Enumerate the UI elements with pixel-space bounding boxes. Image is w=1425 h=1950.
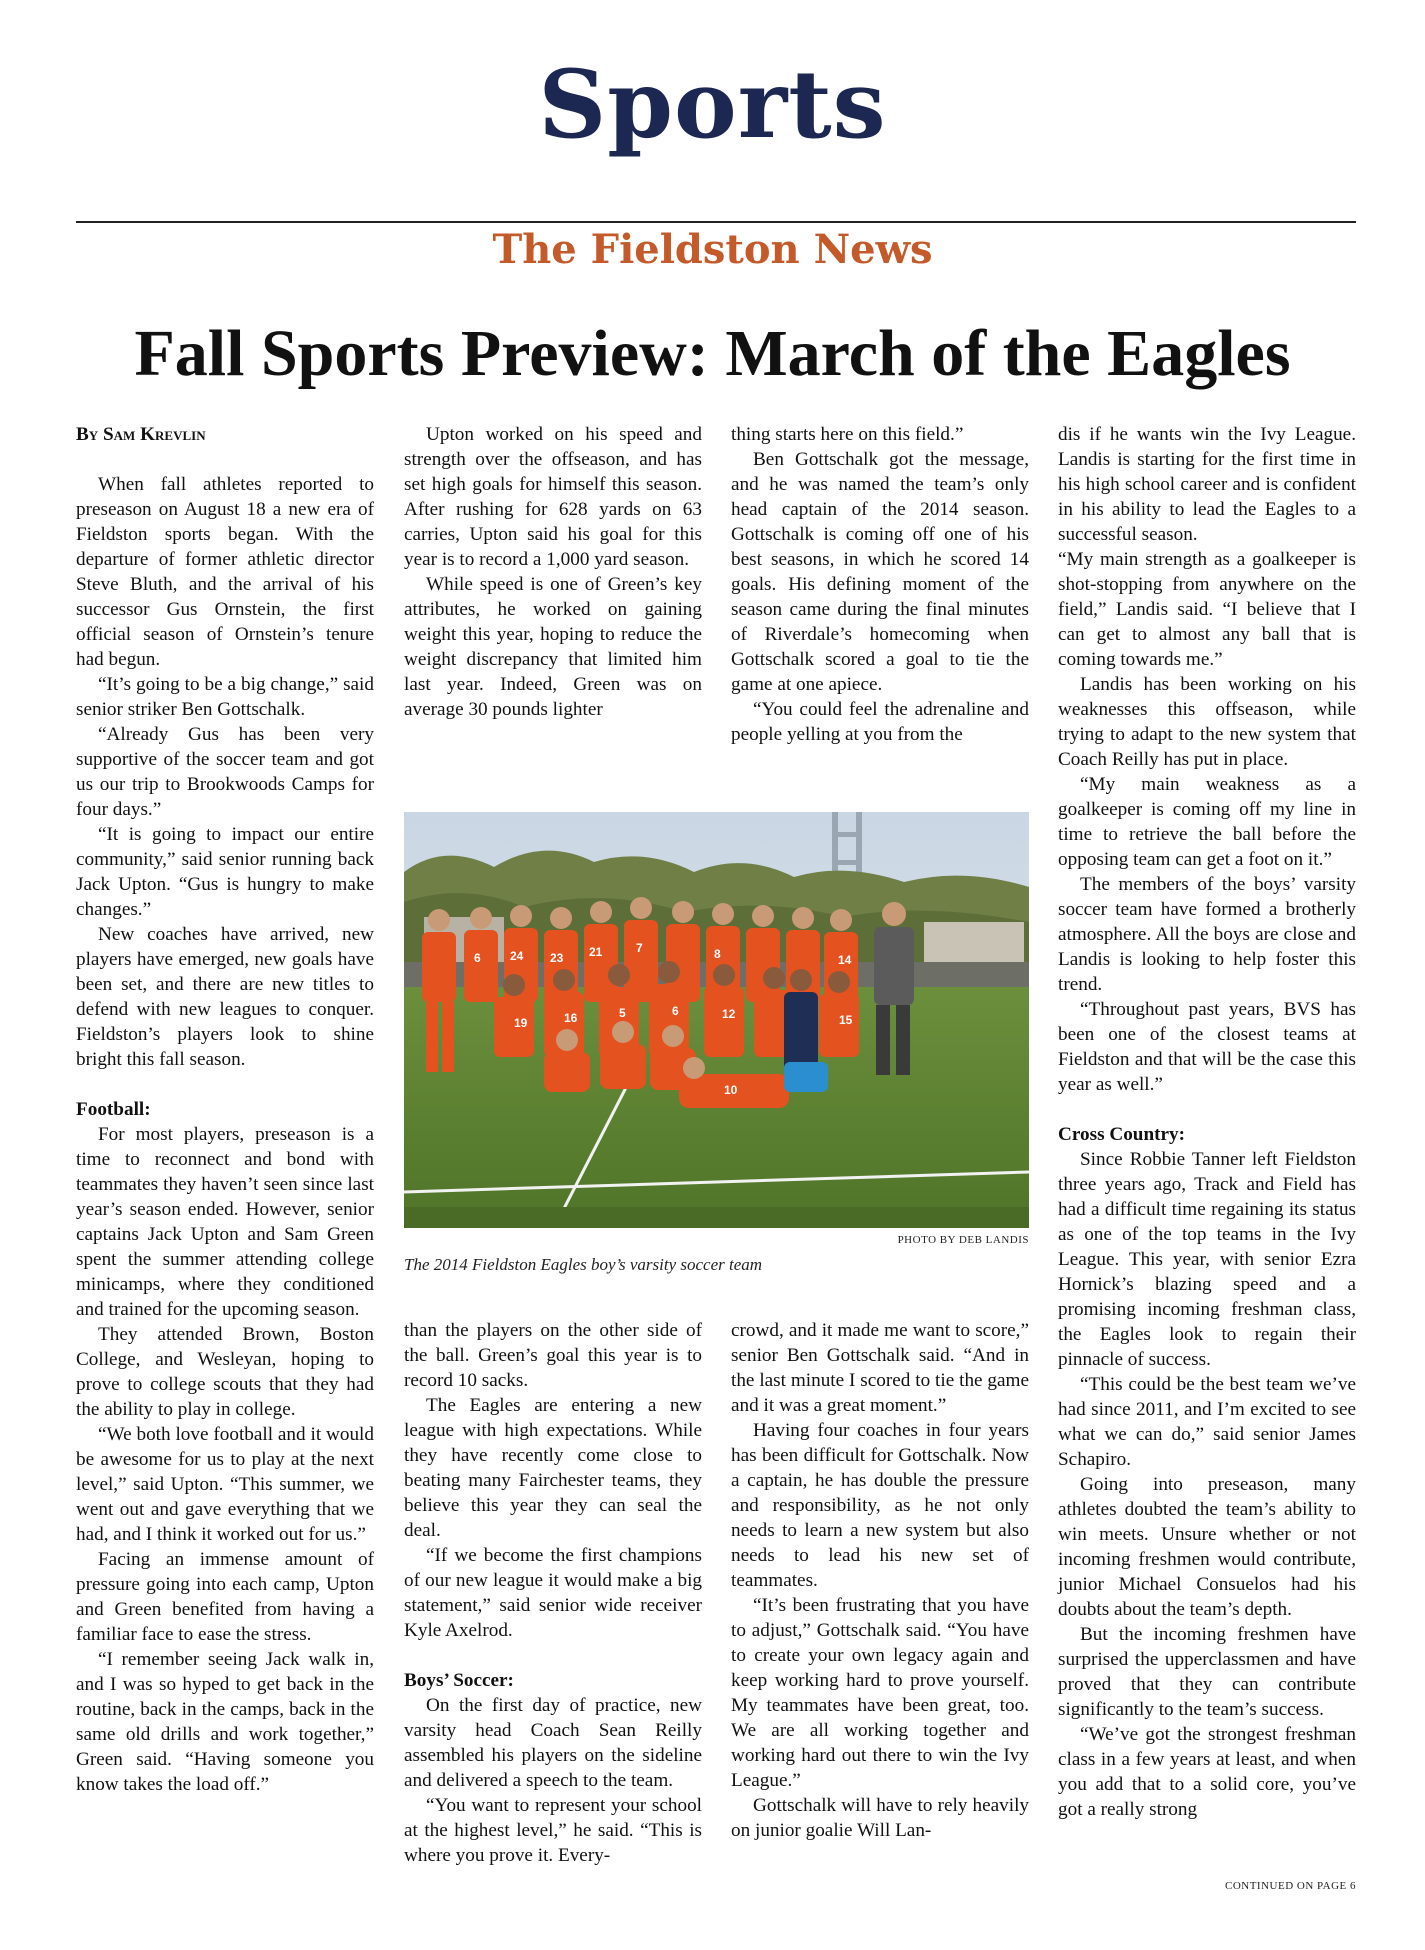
paragraph: “I remember seeing Jack walk in, and I was so hyped to get back in the routine, back in the camps, back in the same old drills and work together,” Green said. “Having someone you know takes the load off.” [76, 1649, 374, 1795]
column-3-bottom [731, 1318, 1029, 1843]
paragraph: Going into preseason, many athletes doubted the team’s ability to win meets. Unsure whether or not incoming freshmen would contribute, junior Michael Consuelos had his doubts about the team’s depth. [1058, 1474, 1356, 1620]
paragraph: Upton worked on his speed and strength over the offseason, and has set high goals for himself this season. After rushing for 628 yards on 63 carries, Upton said his goal for this year is to record a 1,000 yard season. [404, 424, 702, 570]
column-1 [76, 422, 374, 1797]
paragraph: Ben Gottschalk got the message, and he was named the team’s only head captain of the 2014 season. Gottschalk is coming off one of his best seasons, in which he scored 14 goals. His defining moment of the season came during the final minutes of Riverdale’s homecoming when Gottschalk scored a goal to tie the game at one apiece. [731, 449, 1029, 695]
paragraph: The Eagles are entering a new league with high expectations. While they have recently come close to beating many Fairchester teams, they believe this year they can seal the deal. [404, 1395, 702, 1541]
column-3-top [731, 422, 1029, 747]
paragraph: For most players, preseason is a time to reconnect and bond with teammates they haven’t seen since last year’s season ended. However, senior captains Jack Upton and Sam Green spent the summer attending college minicamps, where they conditioned and trained for the upcoming season. [76, 1124, 374, 1320]
paragraph: “It’s going to be a big change,” said senior striker Ben Gottschalk. [76, 674, 374, 720]
photo-credit: PHOTO BY DEB LANDIS [897, 1234, 1029, 1246]
paragraph: dis if he wants win the Ivy League. Landis is starting for the first time in his high school career and is confident in his ability to lead the Eagles to a successful season. [1058, 424, 1356, 545]
team-photo [404, 812, 1029, 1228]
continued-notice: CONTINUED ON PAGE 6 [1224, 1880, 1356, 1892]
header-rule [76, 221, 1356, 223]
paragraph: “This could be the best team we’ve had since 2011, and I’m excited to see what we can do,” said senior James Schapiro. [1058, 1374, 1356, 1470]
svg-text:7: 7 [636, 941, 643, 955]
svg-text:10: 10 [724, 1083, 738, 1097]
svg-text:16: 16 [564, 1011, 578, 1025]
svg-text:12: 12 [722, 1007, 736, 1021]
column-4 [1058, 422, 1356, 1822]
paragraph: While speed is one of Green’s key attributes, he worked on gaining weight this year, hoping to reduce the weight discrepancy that limited him last year. Indeed, Green was on average 30 pounds lighter [404, 574, 702, 720]
paragraph: “You want to represent your school at the highest level,” he said. “This is where you prove it. Every- [404, 1795, 702, 1866]
paragraph: “It’s been frustrating that you have to adjust,” Gottschalk said. “You have to create your own legacy again and keep working hard to prove yourself. My teammates have been great, too. We are all working together and working hard out there to win the Ivy League.” [731, 1595, 1029, 1791]
svg-text:6: 6 [474, 951, 481, 965]
paragraph: But the incoming freshmen have surprised the upperclassmen and have proved that they can contribute significantly to the team’s success. [1058, 1624, 1356, 1720]
paragraph: “We’ve got the strongest freshman class in a few years at least, and when you add that to a solid core, you’ve got a really strong [1058, 1724, 1356, 1820]
paragraph: “It is going to impact our entire community,” said senior running back Jack Upton. “Gus is hungry to make changes.” [76, 824, 374, 920]
paragraph: Having four coaches in four years has been difficult for Gottschalk. Now a captain, he has double the pressure and responsibility, as he not only needs to learn a new system but also needs to lead his new set of teammates. [731, 1420, 1029, 1591]
svg-text:24: 24 [510, 949, 524, 963]
byline: By Sam Krevlin [76, 424, 206, 445]
subhead-cross-country: Cross Country: [1058, 1124, 1186, 1145]
column-2-bottom [404, 1318, 702, 1868]
paragraph: Since Robbie Tanner left Fieldston three years ago, Track and Field has had a difficult time regaining its status as one of the top teams in the Ivy League. This year, with senior Ezra Hornick’s blazing speed and a promising incoming freshman class, the Eagles look to regain their pinnacle of success. [1058, 1149, 1356, 1370]
photo-caption: The 2014 Fieldston Eagles boy’s varsity soccer team [404, 1255, 763, 1274]
svg-text:23: 23 [550, 951, 564, 965]
paragraph: They attended Brown, Boston College, and Wesleyan, hoping to prove to college scouts that they had the ability to play in college. [76, 1324, 374, 1420]
paragraph: New coaches have arrived, new players have emerged, new goals have been set, and there are new titles to defend with new leagues to conquer. Fieldston’s players look to shine bright this fall season. [76, 924, 374, 1070]
paragraph: Landis has been working on his weaknesses this offseason, while trying to adapt to the new system that Coach Reilly has put in place. [1058, 674, 1356, 770]
paragraph: The members of the boys’ varsity soccer team have formed a brotherly atmosphere. All the boys are close and Landis is looking to help foster this trend. [1058, 874, 1356, 995]
svg-text:5: 5 [619, 1006, 626, 1020]
paragraph: “If we become the first champions of our new league it would make a big statement,” said senior wide receiver Kyle Axelrod. [404, 1545, 702, 1641]
section-title: Sports [538, 50, 887, 160]
paragraph: than the players on the other side of the ball. Green’s goal this year is to record 10 sacks. [404, 1320, 702, 1391]
svg-text:8: 8 [714, 947, 721, 961]
subhead-boys-soccer: Boys’ Soccer: [404, 1670, 514, 1691]
paragraph: When fall athletes reported to preseason on August 18 a new era of Fieldston sports began. With the departure of former athletic director Steve Bluth, and the arrival of his successor Gus Ornstein, the first official season of Ornstein’s tenure had begun. [76, 474, 374, 670]
paragraph: “My main weakness as a goalkeeper is coming off my line in time to retrieve the ball before the opposing team can get a foot on it.” [1058, 774, 1356, 870]
masthead: The Fieldston News [492, 226, 933, 273]
svg-text:19: 19 [514, 1016, 528, 1030]
svg-text:14: 14 [838, 953, 852, 967]
svg-text:21: 21 [589, 945, 603, 959]
paragraph: thing starts here on this field.” [731, 424, 964, 445]
paragraph: On the first day of practice, new varsity head Coach Sean Reilly assembled his players on the sideline and delivered a speech to the team. [404, 1695, 702, 1791]
paragraph: Gottschalk will have to rely heavily on junior goalie Will Lan- [731, 1795, 1029, 1841]
subhead-football: Football: [76, 1099, 151, 1120]
paragraph: crowd, and it made me want to score,” senior Ben Gottschalk said. “And in the last minute I scored to tie the game and it was a great moment.” [731, 1320, 1029, 1416]
paragraph: “Throughout past years, BVS has been one of the closest teams at Fieldston and that will be the case this year as well.” [1058, 999, 1356, 1095]
team-photo-illustration [404, 812, 1029, 1228]
paragraph: “Already Gus has been very supportive of the soccer team and got us our trip to Brookwoods Camps for four days.” [76, 724, 374, 820]
svg-text:15: 15 [839, 1013, 853, 1027]
paragraph: “We both love football and it would be awesome for us to play at the next level,” said Upton. “This summer, we went out and gave everything that we had, and I think it worked out for us.” [76, 1424, 374, 1545]
column-2-top [404, 422, 702, 722]
paragraph: Facing an immense amount of pressure going into each camp, Upton and Green benefited from having a familiar face to ease the stress. [76, 1549, 374, 1645]
paragraph: “You could feel the adrenaline and people yelling at you from the [731, 699, 1029, 745]
article-headline: Fall Sports Preview: March of the Eagles [134, 317, 1291, 390]
svg-text:6: 6 [672, 1004, 679, 1018]
paragraph: “My main strength as a goalkeeper is shot-stopping from anywhere on the field,” Landis said. “I believe that I can get to almost any ball that is coming towards me.” [1058, 549, 1356, 670]
